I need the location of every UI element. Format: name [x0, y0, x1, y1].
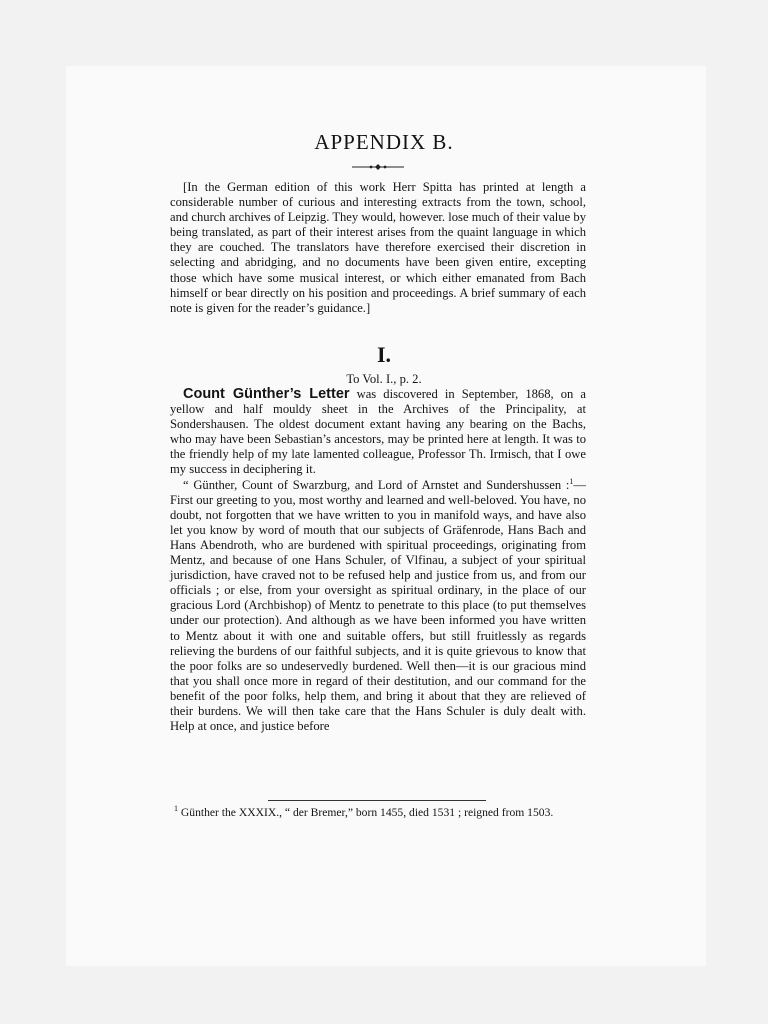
- title-ornament: [352, 163, 404, 171]
- body-text: [170, 387, 586, 734]
- intro-paragraph: [In the German edition of this work Herr Spitta has printed at length a considerable number of curious and interesting extracts from the town, school, and church archives of Leipzig. They would, however. lose much of their value by being translated, as part of their interest arises from the quaint language in which they are couched. The translators have therefore exercised their discretion in selecting and abridging, and no documents have been given entire, excepting those which have some musical interest, or which either emanated from Bach himself or bear directly on his position and proceedings. A brief summary of each note is given for the reader’s guidance.]: [170, 180, 586, 315]
- footnote: [170, 806, 586, 821]
- paragraph-letter-text: [170, 478, 586, 735]
- footnote-divider: [268, 800, 486, 801]
- footnote-reference: 1: [569, 476, 574, 486]
- page-title: APPENDIX B.: [314, 130, 454, 154]
- section-numeral: I.: [376, 342, 392, 367]
- paragraph-lead: Count Günther’s Letter: [183, 386, 350, 402]
- paragraph-letter-intro: [170, 387, 586, 478]
- paragraph-text: was discovered in September, 1868, on a yellow and half mouldy sheet in the Archives of the Principality, at Sondershausen. The oldest document extant having any bearing on the Bachs, who may have been Sebastian’s ancestors, may be printed here at length. It was to the friendly help of my late lamented colleague, Professor Th. Irmisch, that I owe my success in deciphering it.: [170, 387, 586, 477]
- footnote-mark: 1: [174, 804, 178, 814]
- letter-body: —First our greeting to you, most worthy and learned and well-beloved. You have, no doubt, not forgotten that we have written to you in manifold ways, and have also let you know by word of mouth that our subjects of Gräfenrode, Hans Bach and Hans Abendroth, who are burdened with spiritual proceedings, originating from Mentz, and because of one Hans Schuler, of Vlfinau, a subject of your spiritual jurisdiction, have craved not to be refused help and justice from us, and from our officials ; or else, from your oversight as spiritual ordinary, in the place of our gracious Lord (Archbishop) of Mentz to penetrate to this place (to put themselves under our protection). And although as we have been informed you have written to Mentz about it with one and suitable offers, but still fruitlessly as regards relieving the burdens of our faithful subjects, and it is quite grievous to know that the poor folks are so undeservedly burdened. Well then—it is our gracious mind that you shall once more in regard of their destitution, and our command for the benefit of the poor folks, help them, and bring it about that they are relieved of their burdens. We will then take care that the Hans Schuler is duly dealt with. Help at once, and justice before: [170, 477, 586, 734]
- intro-note: [170, 180, 586, 316]
- footnote-body: Günther the XXXIX., “ der Bremer,” born 1455, died 1531 ; reigned from 1503.: [178, 806, 554, 819]
- letter-opening: “ Günther, Count of Swarzburg, and Lord of Arnstet and Sundershussen :: [183, 477, 570, 492]
- footnote-text: [170, 806, 586, 821]
- section-reference: To Vol. I., p. 2.: [346, 372, 422, 386]
